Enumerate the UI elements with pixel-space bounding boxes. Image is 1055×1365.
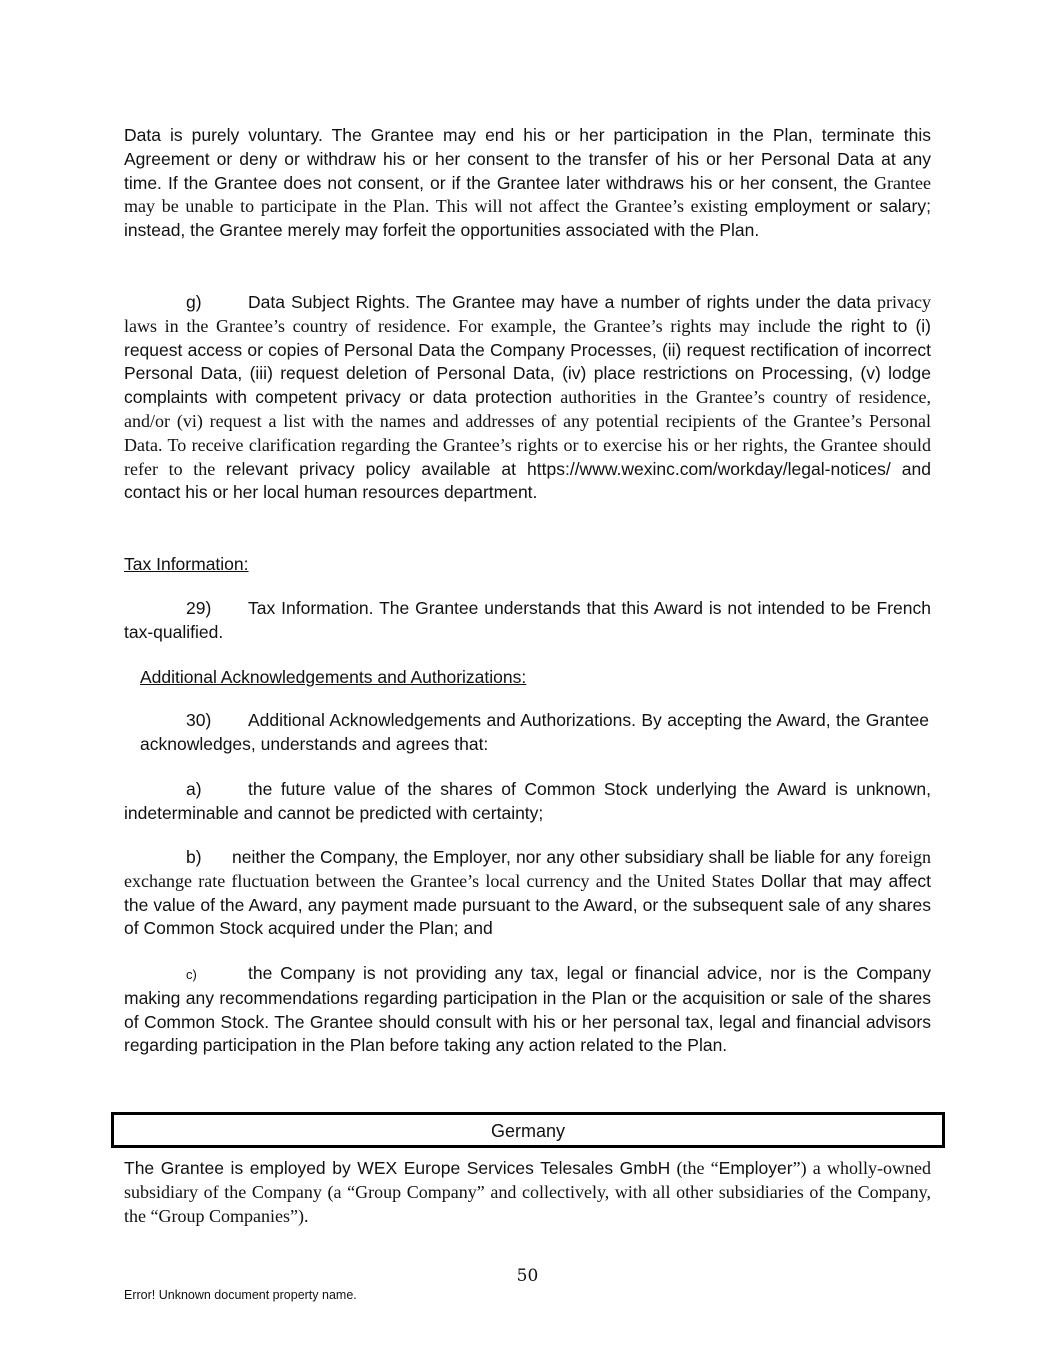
heading-tax-information: Tax Information: xyxy=(124,554,249,574)
paragraph-29-tax-information xyxy=(124,597,931,645)
heading-additional-acknowledgements: Additional Acknowledgements and Authorizations: xyxy=(140,667,527,687)
list-item-a xyxy=(124,778,931,826)
germany-text-part1: The Grantee is employed by WEX Europe Services Telesales GmbH xyxy=(124,1158,671,1178)
item-b-text-part1: neither the Company, the Employer, nor any other subsidiary shall be liable for any xyxy=(232,847,880,867)
paragraph-29-text: Tax Information. The Grantee understands that this Award is not intended to be French tax-qualified. xyxy=(124,598,931,642)
germany-text-employer: Employer xyxy=(718,1158,793,1178)
item-label-b: b) xyxy=(186,847,202,867)
footer-document-property: Error! Unknown document property name. xyxy=(124,1288,357,1302)
paragraph-germany-employer xyxy=(124,1157,931,1228)
consent-text-part1: Data is purely voluntary. The Grantee may end his or her participation in the Plan, terminate this Agreement or deny or withdraw his or her consent to the transfer of his or her Personal Data at any time. If the Grantee does not consent, or if the Grantee later withdraws his or her consent, the xyxy=(124,125,931,193)
rights-text-part3: the right to (i) request access or copies of Personal Data the Company Processes, (ii) request rectification of incorrect Personal Data, (iii) request deletion of Personal Data, (iv) place restrictions on Processing, (v) lodge complaints with competent privacy or data protection xyxy=(124,315,931,408)
item-b-text-part2: foreign exchange rate fluctuation between the Grantee’s local currency and the United States xyxy=(124,847,931,891)
paragraph-30-text: Additional Acknowledgements and Authorizations. By accepting the Award, the Grantee acknowledges, understands and agrees that: xyxy=(140,710,929,754)
consent-text-part3: employment or salary; instead, the Grantee merely may forfeit the opportunities associated with the Plan. xyxy=(124,196,931,241)
item-c-text: the Company is not providing any tax, legal or financial advice, nor is the Company making any recommendations regarding participation in the Plan or the acquisition or sale of the shares of Common Stock. The Grantee should consult with his or her personal tax, legal and financial advisors regarding participation in the Plan before taking any action related to the Plan. xyxy=(124,963,931,1056)
list-item-b xyxy=(124,846,931,941)
paragraph-data-consent xyxy=(124,124,931,243)
country-heading-germany: Germany xyxy=(111,1112,945,1148)
item-label-c: c) xyxy=(186,967,197,982)
rights-text-part1: Data Subject Rights. The Grantee may have a number of rights under the data xyxy=(248,292,878,312)
page-number: 50 xyxy=(516,1266,539,1286)
item-label-29: 29) xyxy=(186,598,212,618)
germany-text-part4: ”) a wholly-owned subsidiary of the Company (a “Group Company” and collectively, with all other subsidiaries of the Company, the “Group Companies”). xyxy=(124,1158,931,1226)
paragraph-30-additional xyxy=(140,709,929,757)
germany-text-part2: (the “ xyxy=(670,1158,719,1178)
list-item-c xyxy=(124,962,931,1058)
consent-text-part2: Grantee may be unable to participate in the Plan. This will not affect the Grantee’s existing xyxy=(124,172,931,217)
item-a-text: the future value of the shares of Common Stock underlying the Award is unknown, indeterminable and cannot be predicted with certainty; xyxy=(124,779,931,823)
rights-text-part5: relevant privacy policy available at https://www.wexinc.com/workday/legal-notices/ and contact his or her local human resources department. xyxy=(124,458,931,503)
item-label-a: a) xyxy=(186,779,202,799)
item-label-g: g) xyxy=(186,292,202,312)
rights-text-part2: privacy laws in the Grantee’s country of residence. For example, the Grantee’s rights may include xyxy=(124,292,931,336)
item-b-text-part3: Dollar that may affect the value of the Award, any payment made pursuant to the Award, or the subsequent sale of any shares of Common Stock acquired under the Plan; and xyxy=(124,870,931,939)
paragraph-data-subject-rights xyxy=(124,291,931,505)
item-label-30: 30) xyxy=(186,710,212,730)
rights-text-part4: authorities in the Grantee’s country of residence, and/or (vi) request a list with the names and addresses of any potential recipients of the Grantee’s Personal Data. To receive clarification regarding the Grantee’s rights or to exercise his or her rights, the Grantee should refer to the xyxy=(124,387,931,479)
